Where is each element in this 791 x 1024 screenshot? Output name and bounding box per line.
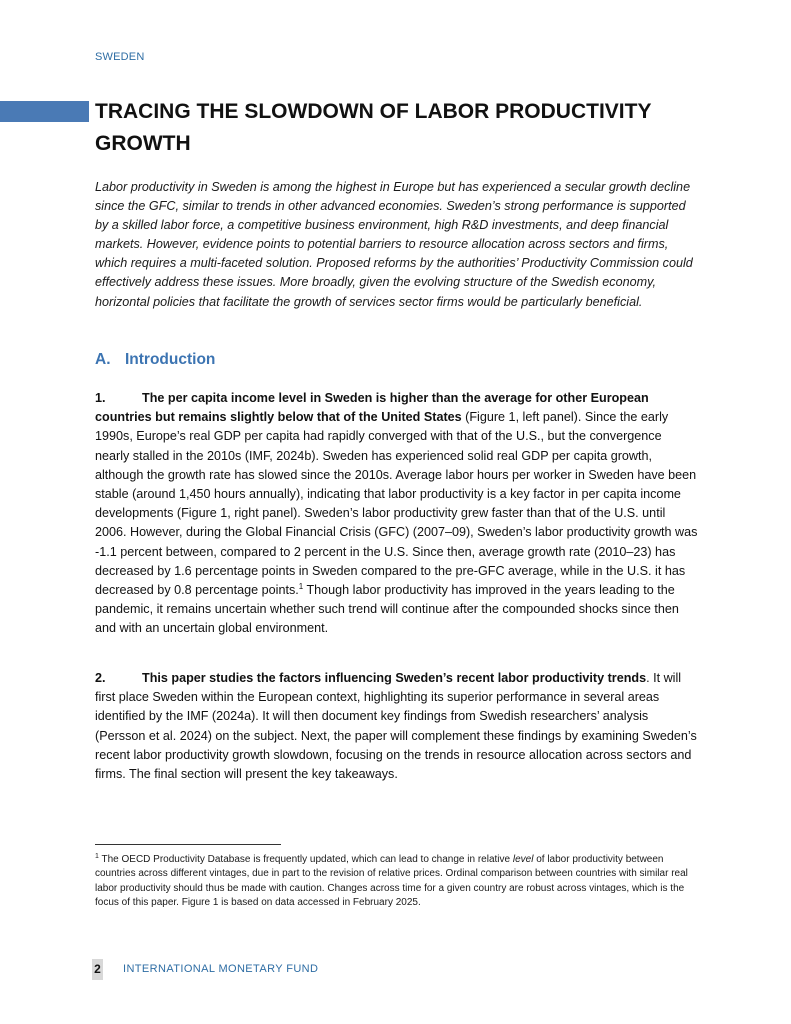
paragraph-lead: The per capita income level in Sweden is higher than the average for other European countries but remains slightly below that of the United States <box>95 391 649 425</box>
footnote-ref[interactable]: 1 <box>298 582 304 592</box>
paragraph-number: 1. <box>95 391 106 405</box>
title-accent-bar <box>0 101 89 122</box>
page-number: 2 <box>92 959 103 980</box>
paragraph-tail: Though labor productivity has improved in the years leading to the pandemic, it remains uncertain whether such trend will continue after the compounded shocks since then and with an uncertain global environment. <box>95 583 679 636</box>
running-header: SWEDEN <box>95 51 145 63</box>
paragraph-1 <box>95 389 699 639</box>
footnote-text-before: The OECD Productivity Database is frequently updated, which can lead to change in relative <box>98 854 513 865</box>
section-title: Introduction <box>125 351 216 368</box>
paragraph-lead: This paper studies the factors influencing Sweden’s recent labor productivity trends <box>142 671 647 685</box>
footnote-marker: 1 <box>95 853 99 860</box>
footnote <box>95 853 699 911</box>
footnote-text-after: of labor productivity between countries across different vintages, due in part to the revision of relative prices. Ordinal comparison between countries with similar real labor productivity should thus be made with caution. Changes across time for a given country are robust across vintages, which is the focus of this paper. Figure 1 is based on data accessed in February 2025. <box>95 854 688 909</box>
paragraph-body: (Figure 1, left panel). Since the early 1990s, Europe’s real GDP per capita had rapidly converged with that of the U.S., but the convergence nearly stalled in the 2010s (IMF, 2024b). Sweden has experienced solid real GDP per capita growth, although the growth rate has slowed since the 2010s. Average labor hours per worker in Sweden have been stable (around 1,450 hours annually), indicating that labor productivity is a key factor in per capita income developments (Figure 1, right panel). Sweden’s labor productivity grew faster than that of the U.S. until 2006. However, during the Global Financial Crisis (GFC) (2007–09), Sweden’s labor productivity growth was -1.1 percent between, compared to 2 percent in the U.S. Since then, average growth rate (2010–23) has decreased by 1.6 percentage points in Sweden compared to the pre-GFC average, while in the U.S. it has decreased by 0.8 percentage points. <box>95 410 698 598</box>
footnote-emphasis: level <box>512 854 534 865</box>
section-heading <box>95 351 215 369</box>
paragraph-2 <box>95 669 699 784</box>
running-footer: INTERNATIONAL MONETARY FUND <box>123 963 319 975</box>
paragraph-body: . It will first place Sweden within the European context, highlighting its superior performance in several areas identified by the IMF (2024a). It will then document key findings from Swedish researchers’ analysis (Persson et al. 2024) on the subject. Next, the paper will complement these findings by examining Sweden’s recent labor productivity growth slowdown, focusing on the trends in resource allocation across sectors and firms. The final section will present the key takeaways. <box>95 671 697 782</box>
page-title: TRACING THE SLOWDOWN OF LABOR PRODUCTIVITY GROWTH <box>95 100 652 155</box>
section-letter: A. <box>95 351 111 368</box>
paragraph-number: 2. <box>95 671 106 685</box>
abstract: Labor productivity in Sweden is among the highest in Europe but has experienced a secular growth decline since the GFC, similar to trends in other advanced economies. Sweden’s strong performance is supported by a skilled labor force, a competitive business environment, high R&D investments, and deep financial markets. However, evidence points to potential barriers to resource allocation across sectors and firms, which requires a multi-faceted solution. Proposed reforms by the authorities’ Productivity Commission could effectively address these issues. More broadly, given the evolving structure of the Swedish economy, horizontal policies that facilitate the growth of services sector firms would be particularly beneficial. <box>95 180 693 309</box>
footnote-divider <box>95 844 281 845</box>
